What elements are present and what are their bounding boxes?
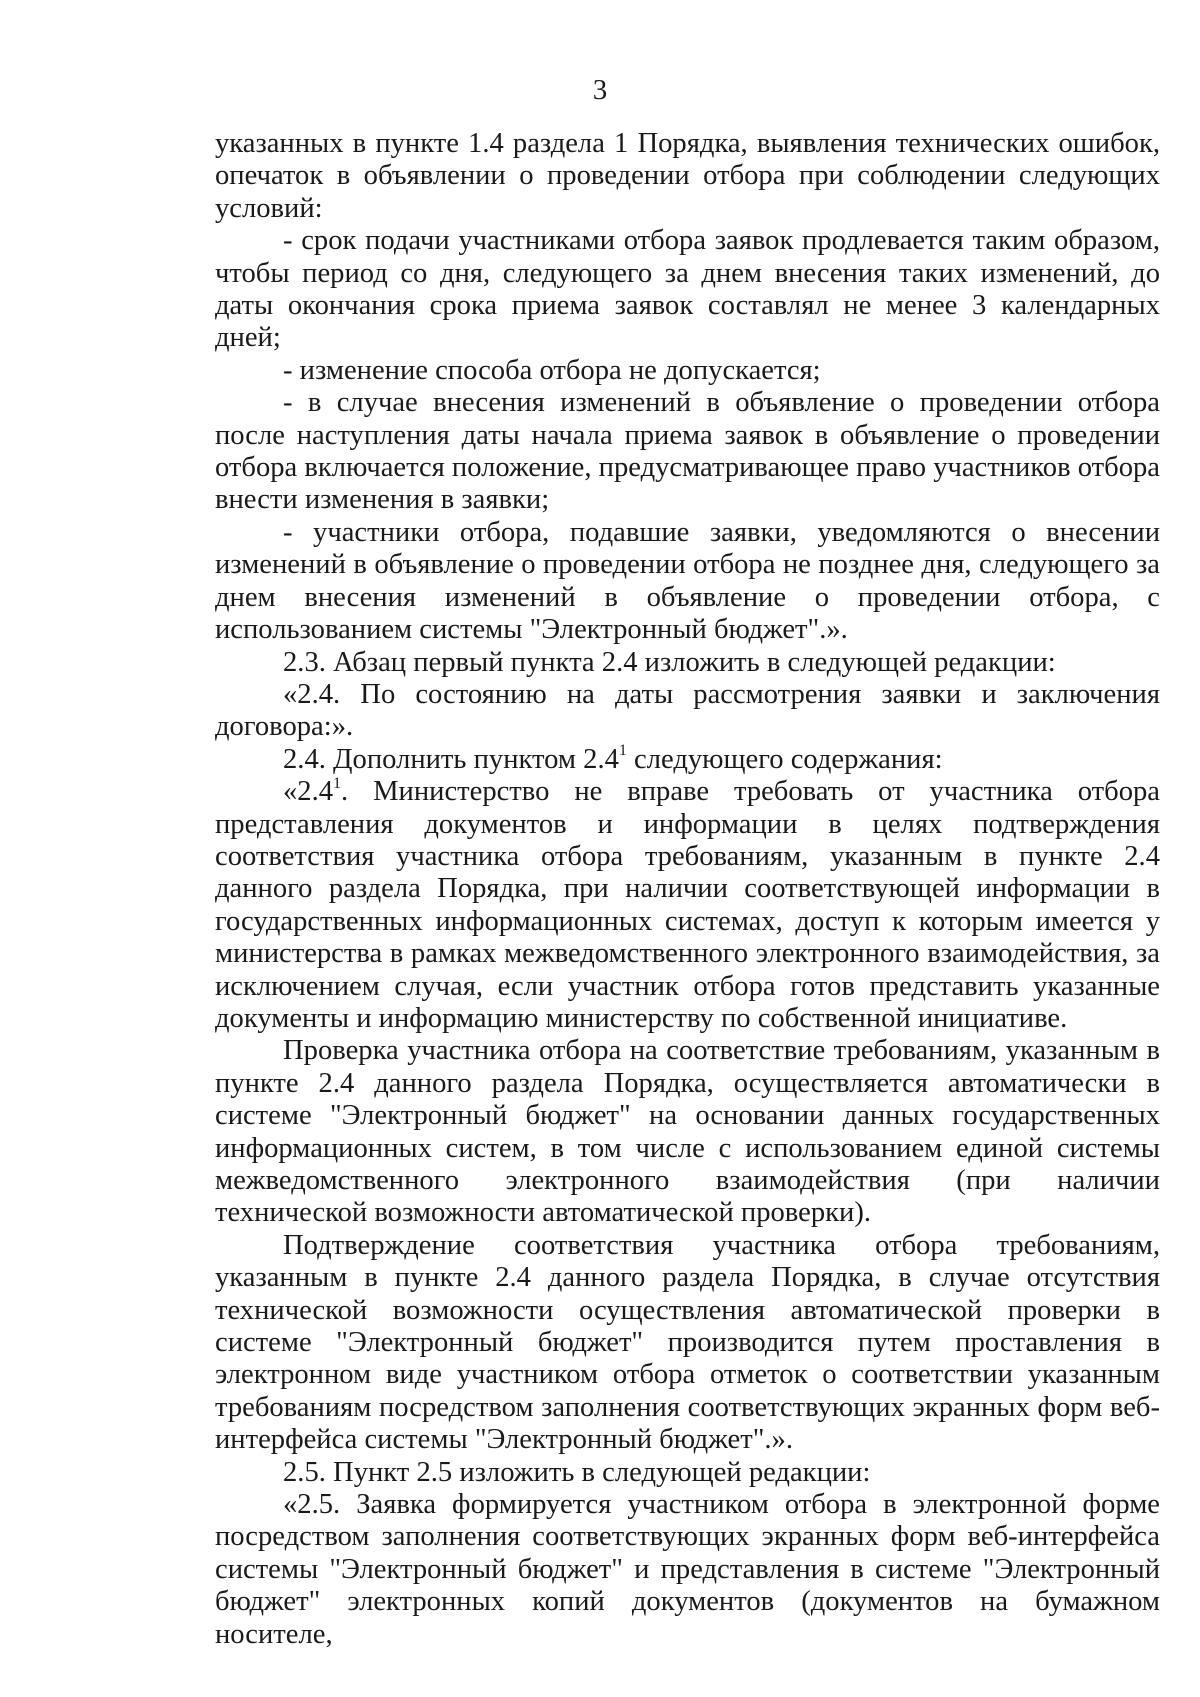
document-body <box>215 128 1160 1651</box>
paragraph-10: Проверка участника отбора на соответствие требованиям, указанным в пункте 2.4 данного раздела Порядка, осуществляется автоматически в системе "Электронный бюджет" на основании данных государственных информационных систем, в том числе с использованием единой системы межведомственного электронного взаимодействия (при наличии технической возможности автоматической проверки). <box>215 1035 1160 1229</box>
paragraph-8-text-after: следующего содержания: <box>626 743 943 775</box>
paragraph-12: 2.5. Пункт 2.5 изложить в следующей редакции: <box>283 1456 871 1488</box>
paragraph-3: - изменение способа отбора не допускается; <box>283 354 821 386</box>
paragraph-4: - в случае внесения изменений в объявление о проведении отбора после наступления даты начала приема заявок в объявление о проведении отбора включается положение, предусматривающее право участников отбора внести изменения в заявки; <box>215 387 1160 516</box>
paragraph-8 <box>215 744 1160 776</box>
paragraph-5: - участники отбора, подавшие заявки, уведомляются о внесении изменений в объявление о проведении отбора не позднее дня, следующего за днем внесения изменений в объявление о проведении отбора, с использованием системы "Электронный бюджет".». <box>215 516 1160 646</box>
page-number: 3 <box>592 74 608 106</box>
superscript-mark: 1 <box>333 774 342 792</box>
paragraph-11: Подтверждение соответствия участника отбора требованиям, указанным в пункте 2.4 данного раздела Порядка, в случае отсутствия технической возможности осуществления автоматической проверки в системе "Электронный бюджет" производится путем проставления в электронном виде участником отбора отметок о соответствии указанным требованиям посредством заполнения соответствующих экранных форм веб-интерфейса системы "Электронный бюджет".». <box>215 1229 1160 1456</box>
paragraph-7: «2.4. По состоянию на даты рассмотрения заявки и заключения договора:». <box>215 678 1160 743</box>
paragraph-6: 2.3. Абзац первый пункта 2.4 изложить в следующей редакции: <box>283 646 1056 678</box>
paragraph-13: «2.5. Заявка формируется участником отбора в электронной форме посредством заполнения соответствующих экранных форм веб-интерфейса системы "Электронный бюджет" и представления в системе "Электронный бюджет" электронных копий документов (документов на бумажном носителе, <box>215 1489 1160 1650</box>
paragraph-1: указанных в пункте 1.4 раздела 1 Порядка, выявления технических ошибок, опечаток в объявлении о проведении отбора при соблюдении следующих условий: <box>215 128 1160 224</box>
paragraph-8-text-before: 2.4. Дополнить пунктом 2.4 <box>283 743 619 775</box>
paragraph-9-text-after: . Министерство не вправе требовать от участника отбора представления документов и информации в целях подтверждения соответствия участника отбора требованиям, указанным в пункте 2.4 данного раздела Порядка, при наличии соответствующей информации в государственных информационных системах, доступ к которым имеется у министерства в рамках межведомственного электронного взаимодействия, за исключением случая, если участник отбора готов представить указанные документы и информацию министерству по собственной инициативе. <box>215 776 1160 1034</box>
superscript-mark: 1 <box>618 742 627 760</box>
paragraph-9 <box>215 776 1160 1035</box>
paragraph-2: - срок подачи участниками отбора заявок продлевается таким образом, чтобы период со дня, следующего за днем внесения таких изменений, до даты окончания срока приема заявок составлял не менее 3 календарных дней; <box>215 225 1160 354</box>
paragraph-9-text-before: «2.4 <box>283 776 334 808</box>
